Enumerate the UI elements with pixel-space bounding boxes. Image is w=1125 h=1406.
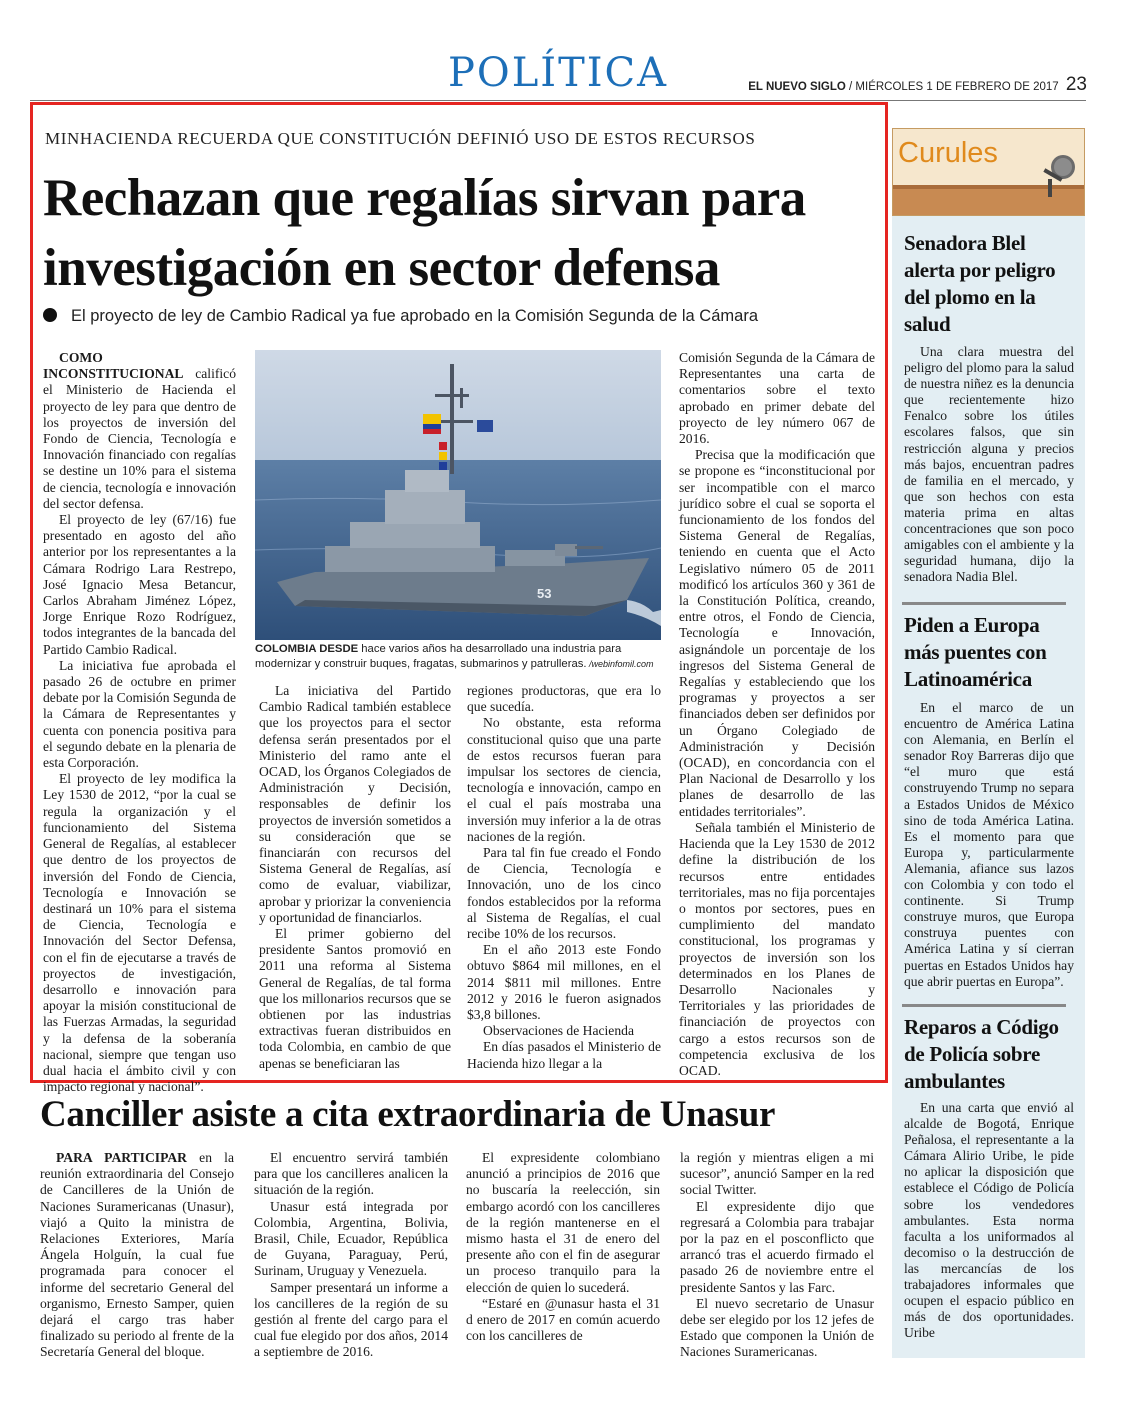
lead-in: COMO INCONSTITUCIONAL: [43, 350, 184, 382]
sidebar-text: En el marco de un encuentro de América Latina con Alemania, en Berlín el senador Roy Barreras dijo que “el muro que está construyendo Trump no separa a Estados Unidos de México sino de toda América Latina. Es el momento para que Europa y, particularmente Alemania, afiance sus lazos con Colombia y con todo el continente. Si Trump construye muros, que Europa construya puentes con América Latina y sí cierran puertas en Estados Unidos hay que abrir puertas en Europa”.: [904, 700, 1074, 989]
paragraph: El nuevo secretario de Unasur debe ser elegido por los 12 jefes de Estado que componen la Unión de Naciones Suramericanas.: [680, 1295, 874, 1360]
paragraph: El proyecto de ley modifica la Ley 1530 de 2012, “por la cual se regula la organización y el funcionamiento del Sistema General de Regalías, al establecer que dentro de los proyectos de inversión del Fondo de Ciencia, Tecnología e Innovación se destinará un 10% para el sistema de Ciencia, Tecnología e Innovación del Sector Defensa, con el fin de ejecutarse a través de proyectos de investigación, desarrollo e innovación para apoyar la misión constitucional de las Fuerzas Armadas, la seguridad y la defensa de la soberanía nacional, siempre que tengan uso dual hacia el ámbito civil y con impacto regional y nacional”.: [43, 771, 236, 1095]
curules-banner: [892, 128, 1085, 216]
sidebar-text: Una clara muestra del peligro del plomo para la salud de nuestra niñez es la denuncia que recientemente hizo Fenalco sobre los útiles escolares falsos, que sin restricción alguna y precios más bajos, encuentran padres de familia en el mercado, y que son hechos con esta materia prima en altas concentraciones que son poco amigables con el ambiente y la seguridad humana, dijo la senadora Nadia Blel.: [904, 344, 1074, 585]
lead-in: PARA PARTICIPAR: [56, 1150, 188, 1165]
page-folio: [748, 74, 1087, 96]
lead-headline: Rechazan que regalías sirvan para investigación en sector defensa: [43, 169, 806, 297]
lead-kicker: MINHACIENDA RECUERDA QUE CONSTITUCIÓN DEFINIÓ USO DE ESTOS RECURSOS: [45, 129, 756, 148]
paragraph: Unasur está integrada por Colombia, Argentina, Bolivia, Brasil, Chile, Ecuador, República de Guyana, Paraguay, Perú, Surinam, Uruguay y Venezuela.: [254, 1198, 448, 1279]
paragraph: la región y mientras eligen a mi sucesor”, anunció Samper en la red social Twitter.: [680, 1150, 874, 1198]
paragraph: El expresidente colombiano anunció a principios de 2016 que no buscaría la reelección, sin embargo acordó con los cancilleres de la región mantenerse en el mismo hasta el 31 de enero del presente año con el fin de asegurar un proceso tranquilo para la elección de quien lo sucederá.: [466, 1150, 660, 1295]
second-column-2: [254, 1150, 448, 1361]
sidebar-divider: [902, 602, 1066, 605]
bullet-icon: [43, 308, 57, 322]
paragraph: El primer gobierno del presidente Santos promovió en 2011 una reforma al Sistema General de Regalías, de tal forma que los millonarios recursos que se obtienen por las industrias extractivas fueran distribuidos en toda Colombia, en cambio de que apenas se beneficiaran las: [259, 926, 451, 1071]
microphone-icon: [893, 129, 1085, 216]
subhead-text: El proyecto de ley de Cambio Radical ya fue aprobado en la Comisión Segunda de la Cámara: [71, 307, 758, 325]
paragraph: Precisa que la modificación que se propone es “inconstitucional por ser incompatible con el marco jurídico sobre el cual se soporta el funcionamiento de los fondos del Sistema General de Regalías, teniendo en cuenta que el Acto Legislativo número 05 de 2011 modificó los artículos 360 y 361 de la Constitución Política, creando, entre otros, el Fondo de Ciencia, Tecnología e Innovación, asignándole un porcentaje de los ingresos del Sistema General de Regalías y estableciendo que los programas y proyectos a ser financiados deben ser definidos por un Órgano Colegiado de Administración y Decisión (OCAD), en concordancia con el Plan Nacional de Desarrollo y los planes de desarrollo de las entidades territoriales”.: [679, 447, 875, 819]
curules-title: Curules: [898, 137, 998, 169]
curules-sidebar: [892, 128, 1085, 1358]
paragraph: En el año 2013 este Fondo obtuvo $864 mil millones, en el 2014 $811 mil millones. Entre 2012 y 2016 le fueron asignados $3,8 billones.: [467, 942, 661, 1023]
paragraph: COMO INCONSTITUCIONAL calificó el Ministerio de Hacienda el proyecto de ley para que dentro de los proyectos de inversión del Fondo de Ciencia, Tecnología e Innovación financiado con regalías se destine un 10% para el sistema de ciencia, tecnología e innovación del sector defensa.: [43, 350, 236, 511]
issue-date: / MIÉRCOLES 1 DE FEBRERO DE 2017: [849, 81, 1059, 93]
paragraph: Samper presentará un informe a los cancilleres de la región de su gestión al frente del cargo para el cual fue elegido por dos años, 2014 a septiembre de 2016.: [254, 1279, 448, 1360]
paragraph: El expresidente dijo que regresará a Colombia para trabajar por la paz en el posconflicto que arrancó tras el acuerdo firmado el pasado 26 de noviembre entre el presidente Santos y las Farc.: [680, 1198, 874, 1295]
sidebar-headline: Piden a Europa más puentes con Latinoamérica: [904, 613, 1047, 691]
second-column-1: [40, 1150, 234, 1361]
sidebar-divider: [902, 1004, 1066, 1007]
lead-column-3: [467, 683, 661, 1072]
paragraph: El encuentro servirá también para que los cancilleres analicen la situación de la región.: [254, 1150, 448, 1198]
paragraph: regiones productoras, que era lo que sucedía.: [467, 683, 661, 715]
lead-column-2: [259, 683, 451, 1072]
lead-story-frame: [30, 102, 888, 1095]
page-number: 23: [1065, 74, 1087, 95]
lead-subhead: [43, 307, 758, 326]
sidebar-headline: Reparos a Código de Policía sobre ambulantes: [904, 1015, 1059, 1093]
paragraph: Para tal fin fue creado el Fondo de Ciencia, Tecnología e Innovación, uno de los cinco fondos establecidos por la reforma al Sistema de Regalías, el cual recibe 10% de los recursos.: [467, 845, 661, 942]
paragraph: PARA PARTICIPAR en la reunión extraordinaria del Consejo de Cancilleres de la Unión de Naciones Suramericanas (Unasur), viajó a Quito la ministra de Relaciones Exteriores, María Ángela Holguín, la cual fue programada para conocer el informe del secretario General del organismo, Ernesto Samper, quien dejará el cargo tras haber finalizado su periodo al frente de la Secretaría General del bloque.: [40, 1150, 234, 1360]
paragraph: Comisión Segunda de la Cámara de Representantes una carta de comentarios sobre el texto aprobado en primer debate del proyecto de ley número 067 de 2016.: [679, 350, 875, 447]
second-column-4: [680, 1150, 874, 1361]
section-title: POLÍTICA: [448, 50, 669, 96]
subheading: Observaciones de Hacienda: [483, 1023, 634, 1039]
ship-photo: [255, 350, 661, 640]
photo-caption: COLOMBIA DESDE hace varios años ha desarrollado una industria para modernizar y construir buques, fragatas, submarinos y patrulleras. /webinfomil.com: [255, 643, 654, 670]
sidebar-headline: Senadora Blel alerta por peligro del plomo en la salud: [904, 231, 1056, 336]
hull-number: 53: [537, 586, 552, 601]
sidebar-text: En una carta que envió al alcalde de Bogotá, Enrique Peñalosa, el representante a la Cámara Alirio Uribe, le pide no aplicar la disposición que establece el Código de Policía sobre los vendedores ambulantes. Esta norma faculta a los uniformados al decomiso o la destrucción de las mercancías de los trabajadores informales que ocupen el espacio público en más de dos oportunidades. Uribe: [904, 1100, 1074, 1341]
paragraph: El proyecto de ley (67/16) fue presentado en agosto del año anterior por los representantes a la Cámara Rodrigo Lara Restrepo, José Ignacio Mesa Betancur, Carlos Abraham Jiménez López, Jorge Enrique Rozo Rodríguez, todos integrantes de la bancada del Partido Cambio Radical.: [43, 512, 236, 657]
frigate-image: [255, 350, 661, 640]
paragraph: En días pasados el Ministerio de Hacienda hizo llegar a la: [467, 1039, 661, 1071]
photo-credit: /webinfomil.com: [586, 659, 654, 669]
second-headline: Canciller asiste a cita extraordinaria de Unasur: [40, 1094, 776, 1135]
header-rule: [30, 100, 1086, 101]
paragraph: La iniciativa fue aprobada el pasado 26 de octubre en primer debate por la Comisión Segunda de la Cámara de Representantes y cuenta con ponencia positiva para el segundo debate en la plenaria de esta Corporación.: [43, 657, 236, 771]
paragraph: No obstante, esta reforma constitucional quiso que una parte de estos recursos fueran para impulsar los sectores de ciencia, tecnología e innovación, campo en el cual el país mostraba una inversión muy inferior a la de otras naciones de la región.: [467, 715, 661, 844]
lead-column-4: [679, 350, 875, 1079]
paper-name: EL NUEVO SIGLO: [748, 81, 846, 93]
paragraph: “Estaré en @unasur hasta el 31 d enero de 2017 en común acuerdo con los cancilleres de: [466, 1295, 660, 1344]
second-column-3: [466, 1150, 660, 1344]
paragraph: Señala también el Ministerio de Hacienda que la Ley 1530 de 2012 define la distribución de los recursos entre entidades territoriales, mas no fija porcentajes o montos por sectores, pues en cumplimiento del mandato constitucional, los programas y proyectos de inversión son los determinados en los Planes de Desarrollo Nacionales y Territoriales y las prioridades de financiación de proyectos con cargo a estos recursos son de competencia exclusiva de los OCAD.: [679, 819, 875, 1078]
caption-lead: COLOMBIA DESDE: [255, 643, 359, 655]
paragraph: La iniciativa del Partido Cambio Radical también establece que los proyectos para el sector defensa serán presentados por el Ministerio del ramo ante el OCAD, los Órganos Colegiados de Administración y Decisión, responsables de definir los proyectos de inversión sometidos a su consideración que se financiarán con recursos del Sistema General de Regalías, así como de evaluar, viabilizar, aprobar y priorizar la conveniencia y oportunidad de financiarlos.: [259, 683, 451, 925]
lead-column-1: [43, 350, 236, 1095]
